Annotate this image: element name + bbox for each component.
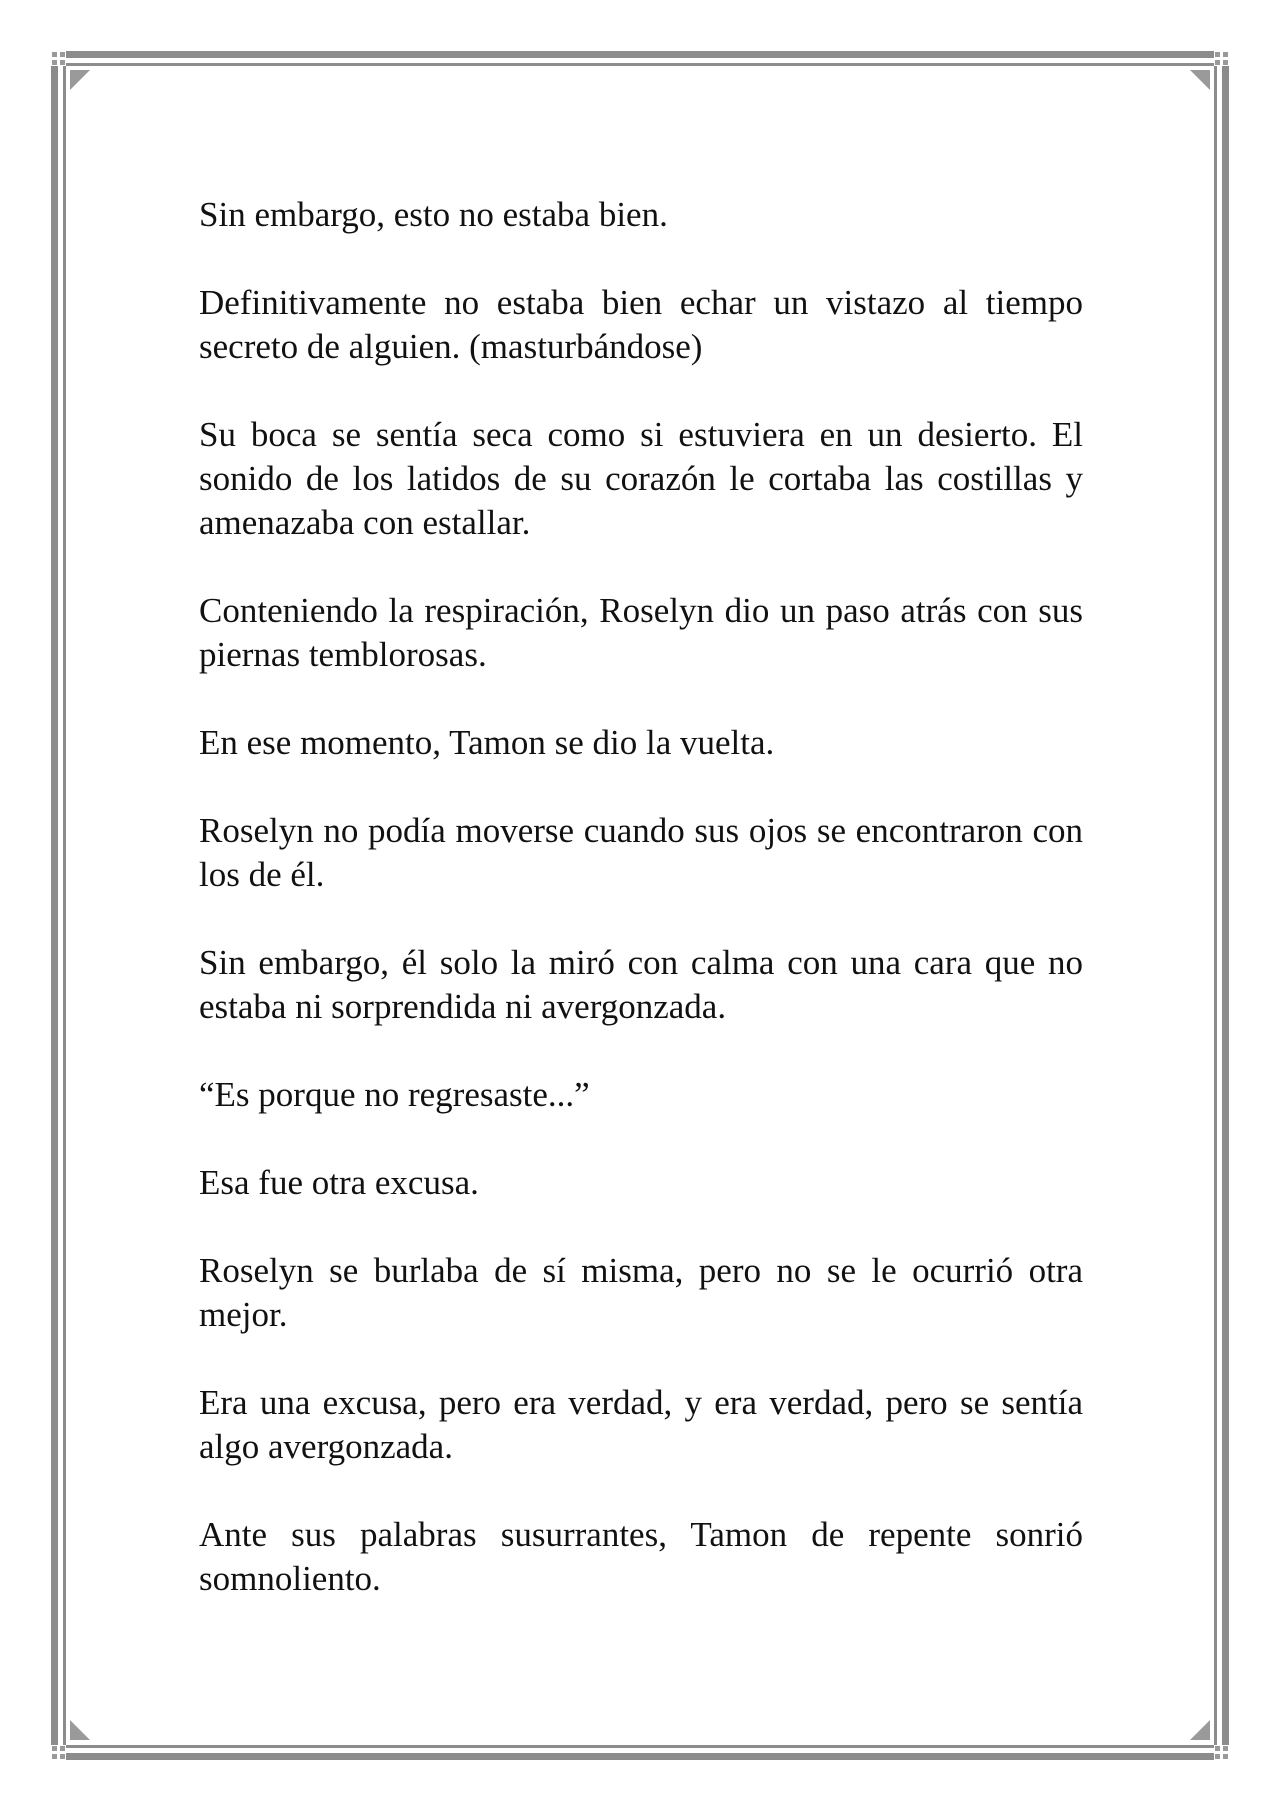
- paragraph: Esa fue otra excusa.: [199, 1163, 479, 1202]
- document-body: [199, 193, 1083, 1645]
- paragraph: Definitivamente no estaba bien echar un vistazo al tiempo secreto de alguien. (masturbándose): [199, 283, 1083, 366]
- paragraph: En ese momento, Tamon se dio la vuelta.: [199, 723, 775, 762]
- paragraph: Su boca se sentía seca como si estuviera en un desierto. El sonido de los latidos de su corazón le cortaba las costillas y amenazaba con estallar.: [199, 415, 1083, 542]
- paragraph: Conteniendo la respiración, Roselyn dio un paso atrás con sus piernas temblorosas.: [199, 591, 1083, 674]
- paragraph: “Es porque no regresaste...”: [199, 1075, 590, 1114]
- paragraph: Sin embargo, esto no estaba bien.: [199, 195, 668, 234]
- paragraph: Roselyn no podía moverse cuando sus ojos se encontraron con los de él.: [199, 811, 1083, 894]
- paragraph: Era una excusa, pero era verdad, y era verdad, pero se sentía algo avergonzada.: [199, 1383, 1083, 1466]
- paragraph: Ante sus palabras susurrantes, Tamon de repente sonrió somnoliento.: [199, 1515, 1083, 1598]
- paragraph: Sin embargo, él solo la miró con calma con una cara que no estaba ni sorprendida ni avergonzada.: [199, 943, 1083, 1026]
- paragraph: Roselyn se burlaba de sí misma, pero no se le ocurrió otra mejor.: [199, 1251, 1083, 1334]
